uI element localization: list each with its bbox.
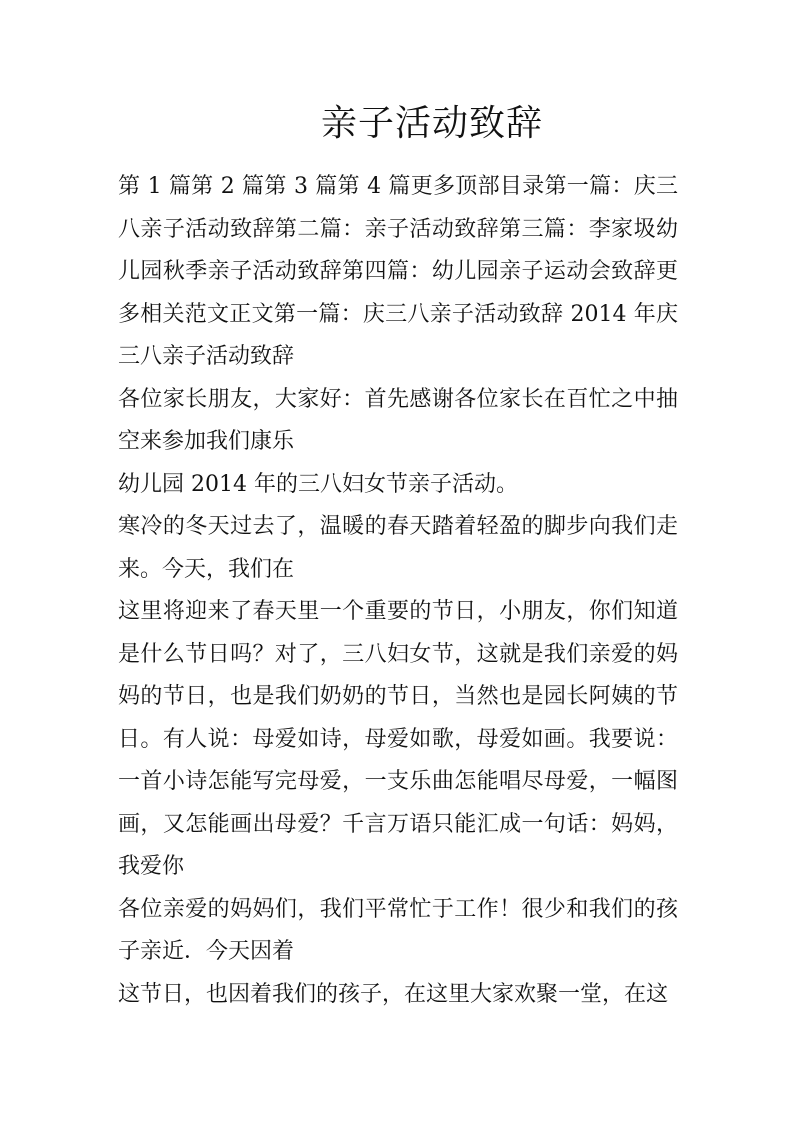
paragraph-5: 这里将迎来了春天里一个重要的节日，小朋友，你们知道是什么节日吗？对了，三八妇女节，这就是我们亲爱的妈妈的节日，也是我们奶奶的节日，当然也是园长阿姨的节日。有人说：母爱如诗，母爱如歌，母爱如画。我要说：一首小诗怎能写完母爱，一支乐曲怎能唱尽母爱，一幅图画，又怎能画出母爱？千言万语只能汇成一句话：妈妈，我爱你 [118,599,678,879]
paragraph-3: 幼儿园 2014 年的三八妇女节亲子活动。 [118,471,518,497]
paragraph-6: 各位亲爱的妈妈们，我们平常忙于工作！很少和我们的孩子亲近．今天因着 [118,896,678,964]
paragraph-4: 寒冷的冬天过去了，温暖的春天踏着轻盈的脚步向我们走来。今天，我们在 [118,514,678,582]
paragraph-1: 第 1 篇第 2 篇第 3 篇第 4 篇更多顶部目录第一篇：庆三八亲子活动致辞第二篇：亲子活动致辞第三篇：李家圾幼儿园秋季亲子活动致辞第四篇：幼儿园亲子运动会致辞更多相关范文正文第一篇：庆三八亲子活动致辞 2014 年庆三八亲子活动致辞 [118,174,678,369]
paragraph-2: 各位家长朋友，大家好：首先感谢各位家长在百忙之中抽空来参加我们康乐 [118,386,678,454]
document-body [118,166,678,1016]
paragraph-7: 这节日，也因着我们的孩子，在这里大家欢聚一堂，在这 [118,981,669,1007]
document-title: 亲子活动致辞 [320,103,543,144]
